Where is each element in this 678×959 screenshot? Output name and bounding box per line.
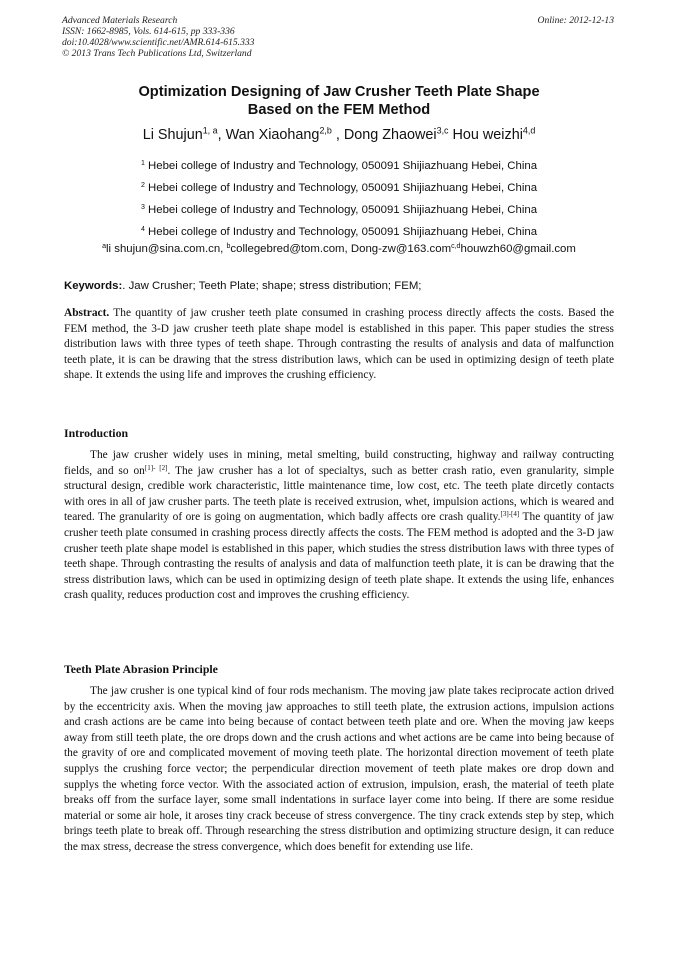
- affiliation-number: 1: [140, 159, 145, 167]
- author-separator: ,: [217, 127, 226, 143]
- affiliation-text: Hebei college of Industry and Technology, 050091 Shijiazhuang Hebei, China: [148, 226, 538, 238]
- affiliation-text: Hebei college of Industry and Technology, 050091 Shijiazhuang Hebei, China: [148, 160, 538, 172]
- author-superscript: 1, a: [202, 125, 218, 136]
- online-date: Online: 2012-12-13: [537, 15, 614, 26]
- intro-text: The quantity of jaw crusher teeth plate consumed in crashing process directly affects the costs. The FEM method is adopted and the 3-D jaw crusher teeth plate shape model is established in this paper, which studies the stress distribution laws with three types of teeth shape. Through contrasting the results of analysis and data of malfunction teeth plate, it is can be drawing that the stress distribution laws, which can be used in optimizing design of teeth plate shape. It extends the using life, enhances crash quality, reduces production cost and improves the crushing efficiency.: [64, 511, 614, 602]
- affiliation-text: Hebei college of Industry and Technology, 050091 Shijiazhuang Hebei, China: [148, 182, 538, 194]
- email-superscript: a: [102, 242, 107, 250]
- author-superscript: 2,b: [319, 125, 332, 136]
- keywords-text: . Jaw Crusher; Teeth Plate; shape; stress distribution; FEM;: [122, 280, 422, 292]
- journal-header: [62, 15, 254, 59]
- journal-name: Advanced Materials Research: [62, 15, 178, 26]
- author-name: Dong Zhaowei: [343, 127, 437, 143]
- affiliation-line: [60, 221, 618, 243]
- affiliation-line: [60, 177, 618, 199]
- doi-line[interactable]: doi:10.4028/www.scientific.net/AMR.614-615.333: [62, 37, 255, 48]
- author-separator: ,: [331, 127, 344, 143]
- abstract-text: The quantity of jaw crusher teeth plate consumed in crashing process directly affects the costs. Based the FEM method, the 3-D jaw crusher teeth plate shape model is established in this paper. This paper studies the stress distribution laws with three types of teeth shape. Through contrasting the results of analysis and data of malfunction teeth plate, it is can be drawing that the stress distribution laws, which can be used in optimizing design of teeth plate shape. It extends the using life and improves the crushing efficiency.: [64, 307, 614, 382]
- email-address[interactable]: houwzh60@gmail.com: [460, 243, 576, 255]
- affiliation-number: 3: [140, 203, 145, 211]
- section-heading-introduction: Introduction: [64, 426, 129, 440]
- email-line: [40, 242, 638, 256]
- author-superscript: 3,c: [436, 125, 449, 136]
- abstract-label: Abstract.: [64, 307, 110, 319]
- email-superscript: b: [226, 242, 231, 250]
- introduction-paragraph: [64, 448, 614, 604]
- abstract: [64, 306, 614, 384]
- author-name: Hou weizhi: [452, 127, 523, 143]
- section-heading-principle: Teeth Plate Abrasion Principle: [64, 662, 218, 676]
- affiliation-line: [60, 155, 618, 177]
- affiliation-number: 2: [140, 181, 145, 189]
- author-name: Li Shujun: [142, 127, 203, 143]
- author-name: Wan Xiaohang: [225, 127, 320, 143]
- author-superscript: 4,d: [522, 125, 536, 136]
- paper-title: [60, 83, 618, 119]
- affiliation-number: 4: [140, 225, 145, 233]
- email-superscript: c,d: [451, 242, 461, 250]
- citation-ref[interactable]: [1]- [2]: [144, 463, 168, 472]
- issn-line: ISSN: 1662-8985, Vols. 614-615, pp 333-336: [62, 26, 235, 37]
- keywords: [64, 279, 616, 293]
- principle-paragraph: The jaw crusher is one typical kind of four rods mechanism. The moving jaw plate takes reciprocate action drived by the eccentricity axis. When the moving jaw approaches to still teeth plate, the extrusion actions, impulsion actions and crash actions are be came into being because of contact between teeth plate and ore. When the moving jaw keeps away from still teeth plate, the ore drops down and the crush actions and whet actions are be came into being because of the gravity of ore and complicated movement of moving teeth plate. The horizontal direction movement of teeth plate supplys the crushing force vector; the perpendicular direction movement of teeth plate makes ore drop down and supplys the wheting force vector. With the associated action of extrusion, impulsion, erash, the material of teeth plate breaks off from the surface layer, some small indentations in surface layer come into being. If there are some residue material or some air hole, it aroses tiny crack beceuse of stress convergence. The tiny crack extends step by step, which brings teeth plate to break off. Through researching the stress distribution and optimizing structure design, it can reduce the max stress, decrease the stress convergence, which does benefit for extending use life.: [64, 685, 614, 853]
- copyright-line: © 2013 Trans Tech Publications Ltd, Switzerland: [62, 48, 252, 59]
- intro-text: The jaw crusher widely uses in mining, metal smelting, build constructing, highway and railway contructing fields, and so on: [64, 449, 614, 477]
- email-address[interactable]: collegebred@tom.com, Dong-zw@163.com: [230, 243, 452, 255]
- email-address[interactable]: li shujun@sina.com.cn,: [106, 243, 227, 255]
- title-line-1: Optimization Designing of Jaw Crusher Teeth Plate Shape: [138, 84, 540, 100]
- title-line-2: Based on the FEM Method: [247, 102, 431, 118]
- author-list: [60, 126, 618, 144]
- affiliation-line: [60, 199, 618, 221]
- intro-text: . The jaw crusher has a lot of specialtys, such as better crash ratio, even granularity, simple structural design, credible work characteristic, little maintenance time, low cost, etc. The teeth plate dircetly contacts with ores in all of jaw crusher parts. The teeth plate is received extrusion, whet, impulsion actions, which is weared and teared. The granularity of ore is going on augmentation, which badly affects ore crash quality.: [64, 464, 615, 524]
- affiliation-text: Hebei college of Industry and Technology, 050091 Shijiazhuang Hebei, China: [148, 204, 538, 216]
- affiliation-list: [60, 155, 618, 243]
- keywords-label: Keywords:: [64, 280, 123, 292]
- citation-ref[interactable]: [3]-[4]: [500, 510, 520, 519]
